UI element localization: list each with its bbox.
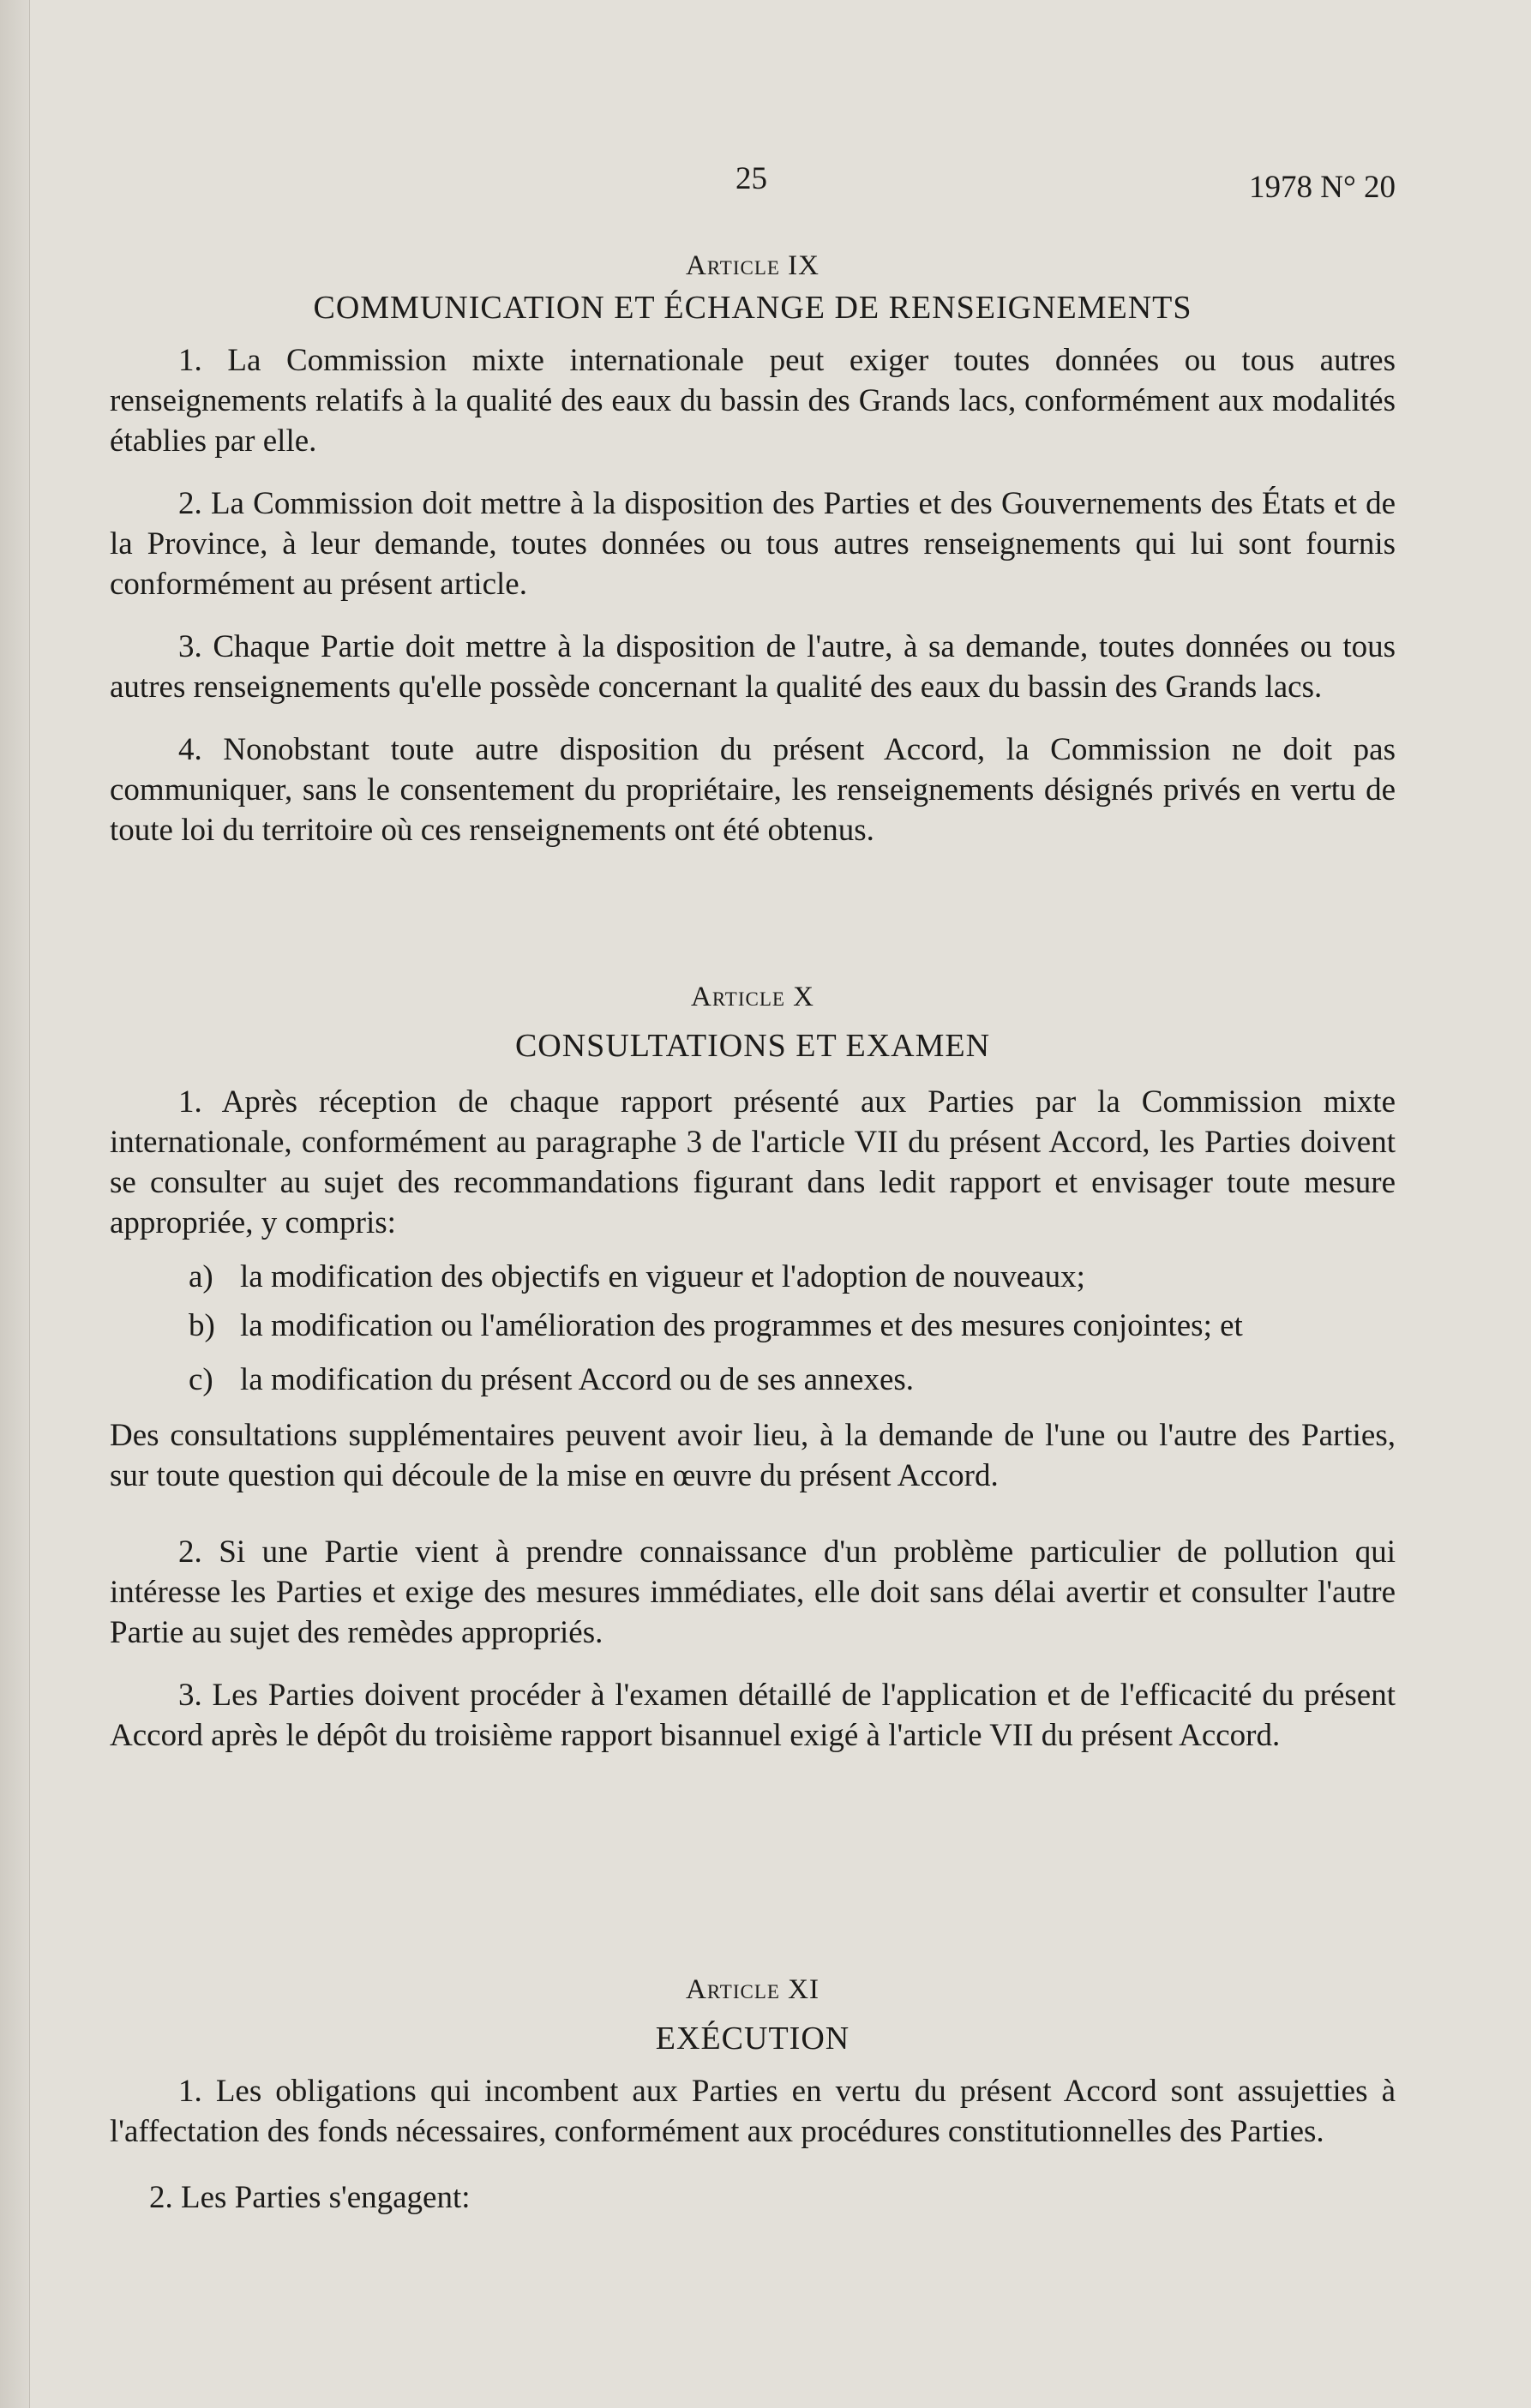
paragraph: 3. Chaque Partie doit mettre à la disposition de l'autre, à sa demande, toutes données ou tous autres renseignements qu'elle possède concernant la qualité des eaux du bassin des Grands lacs. — [110, 629, 1396, 705]
list-item — [110, 1306, 1396, 1346]
page-number: 25 — [735, 161, 767, 196]
treaty-number: 1978 N° 20 — [1248, 170, 1396, 205]
article-x — [110, 977, 1396, 1756]
list-item-label: b) — [189, 1308, 215, 1343]
page-gutter — [0, 0, 30, 2408]
article-title: CONSULTATIONS ET EXAMEN — [514, 1028, 991, 1064]
list-item-label: a) — [189, 1259, 213, 1294]
list-item-text: la modification des objectifs en vigueur et l'adoption de nouveaux; — [240, 1259, 1085, 1294]
list-item-text: la modification du présent Accord ou de ses annexes. — [240, 1362, 915, 1397]
paragraph: 4. Nonobstant toute autre disposition du présent Accord, la Commission ne doit pas communiquer, sans le consentement du propriétaire, les renseignements désignés privés en vertu de toute loi du territoire où ces renseignements ont été obtenus. — [110, 732, 1396, 848]
article-title: EXÉCUTION — [655, 2021, 850, 2057]
article-heading: Article IX — [685, 250, 820, 281]
page-header — [110, 159, 1396, 210]
paragraph: 3. Les Parties doivent procéder à l'examen détaillé de l'application et de l'efficacité du présent Accord après le dépôt du troisième rapport bisannuel exigé à l'article VII du présent Accord. — [110, 1678, 1396, 1753]
article-heading: Article XI — [685, 1974, 820, 2005]
article-heading: Article X — [690, 982, 815, 1012]
paragraph: 1. Après réception de chaque rapport présenté aux Parties par la Commission mixte internationale, conformément au paragraphe 3 de l'article VII du présent Accord, les Parties doivent se consulter au sujet des recommandations figurant dans ledit rapport et envisager toute mesure appropriée, y compris: — [110, 1084, 1396, 1240]
paragraph: 2. Les Parties s'engagent: — [149, 2180, 471, 2215]
article-ix — [110, 246, 1396, 850]
list-item — [110, 1360, 1396, 1400]
paragraph: Des consultations supplémentaires peuvent avoir lieu, à la demande de l'une ou l'autre des Parties, sur toute question qui découle de la mise en œuvre du présent Accord. — [110, 1418, 1396, 1493]
article-title: COMMUNICATION ET ÉCHANGE DE RENSEIGNEMENTS — [313, 290, 1192, 326]
paragraph: 1. Les obligations qui incombent aux Parties en vertu du présent Accord sont assujetties à l'affectation des fonds nécessaires, conformément aux procédures constitutionnelles des Parties. — [110, 2074, 1396, 2149]
list-item-label: c) — [189, 1362, 213, 1397]
paragraph: 2. Si une Partie vient à prendre connaissance d'un problème particulier de pollution qui intéresse les Parties et exige des mesures immédiates, elle doit sans délai avertir et consulter l'autre Partie au sujet des remèdes appropriés. — [110, 1534, 1396, 1650]
paragraph: 2. La Commission doit mettre à la disposition des Parties et des Gouvernements des États et de la Province, à leur demande, toutes données ou tous autres renseignements qui lui sont fournis conformément au présent article. — [110, 486, 1396, 602]
article-xi — [110, 1970, 1396, 2218]
paragraph: 1. La Commission mixte internationale peut exiger toutes données ou tous autres renseignements relatifs à la qualité des eaux du bassin des Grands lacs, conformément aux modalités établies par elle. — [110, 343, 1396, 459]
list-item — [110, 1257, 1396, 1297]
list-item-text: la modification ou l'amélioration des programmes et des mesures conjointes; et — [240, 1308, 1243, 1343]
